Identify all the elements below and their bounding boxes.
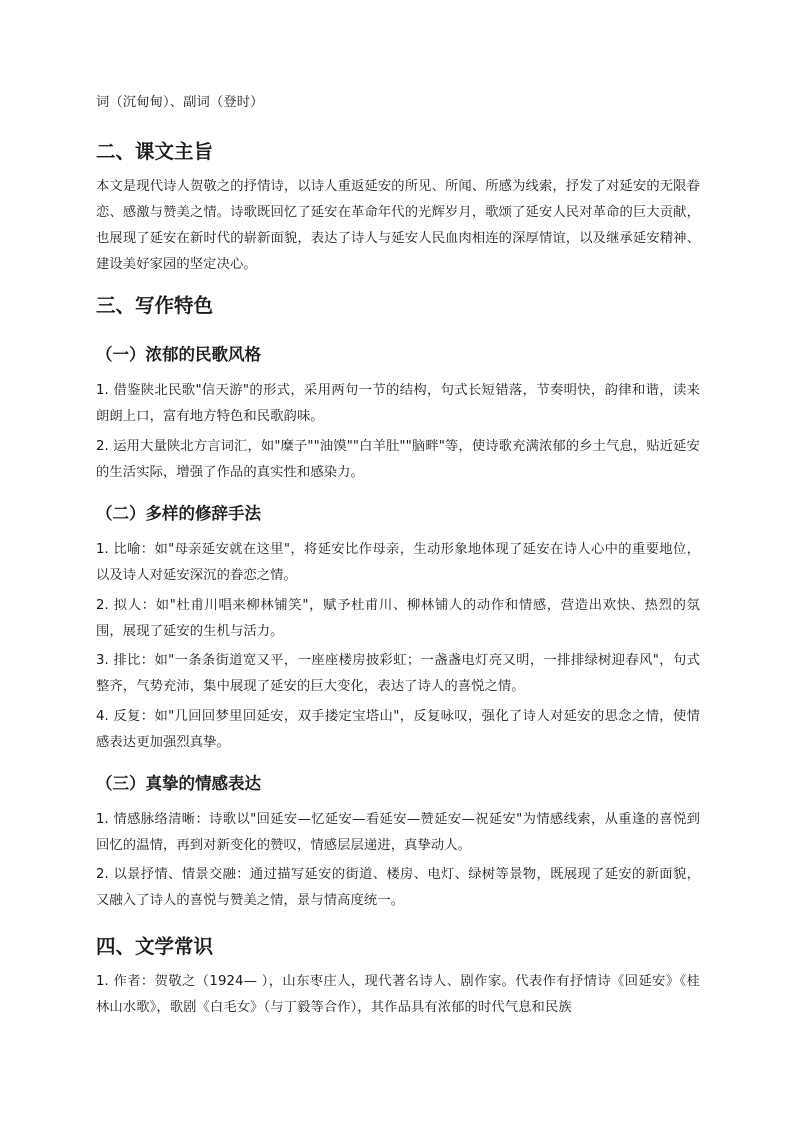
- subsection-emotion-title: （三）真挚的情感表达: [96, 774, 261, 793]
- list-item: 1. 情感脉络清晰：诗歌以"回延安—忆延安—看延安—赞延安—祝延安"为情感线索，从重逢的喜悦到回忆的温情，再到对新变化的赞叹，情感层层递进，真挚动人。: [96, 812, 700, 853]
- list-item: 4. 反复：如"几回回梦里回延安，双手搂定宝塔山"，反复咏叹，强化了诗人对延安的思念之情，使情感表达更加强烈真挚。: [96, 709, 700, 750]
- list-item: 1. 作者：贺敬之（1924— ），山东枣庄人，现代著名诗人、剧作家。代表作有抒情诗《回延安》《桂林山水歌》，歌剧《白毛女》（与丁毅等合作），其作品具有浓郁的时代气息和民族: [96, 974, 700, 1015]
- section-3-title: 三、写作特色: [96, 294, 214, 317]
- list-item: 2. 以景抒情、情景交融：通过描写延安的街道、楼房、电灯、绿树等景物，既展现了延安的新面貌，又融入了诗人的喜悦与赞美之情，景与情高度统一。: [96, 867, 700, 908]
- list-item: 3. 排比：如"一条条街道宽又平，一座座楼房披彩虹；一盏盏电灯亮又明，一排排绿树迎春风"，句式整齐，气势充沛，集中展现了延安的巨大变化，表达了诗人的喜悦之情。: [96, 653, 700, 694]
- subsection-folk-style-title: （一）浓郁的民歌风格: [96, 345, 261, 364]
- subsection-rhetoric-title: （二）多样的修辞手法: [96, 504, 261, 523]
- intro-line: 词（沉甸甸）、副词（登时）: [96, 95, 264, 110]
- section-2-body: 本文是现代诗人贺敬之的抒情诗，以诗人重返延安的所见、所闻、所感为线索，抒发了对延安的无限眷恋、感激与赞美之情。诗歌既回忆了延安在革命年代的光辉岁月，歌颂了延安人民对革命的巨大贡献，也展现了延安在新时代的崭新面貌，表达了诗人与延安人民血肉相连的深厚情谊，以及继承延安精神、建设美好家园的坚定决心。: [96, 179, 700, 272]
- list-item: 1. 借鉴陕北民歌"信天游"的形式，采用两句一节的结构，句式长短错落，节奏明快，韵律和谐，读来朗朗上口，富有地方特色和民歌韵味。: [96, 383, 700, 424]
- list-item: 1. 比喻：如"母亲延安就在这里"，将延安比作母亲，生动形象地体现了延安在诗人心中的重要地位，以及诗人对延安深沉的眷恋之情。: [96, 542, 700, 583]
- list-item: 2. 运用大量陕北方言词汇，如"糜子""油馍""白羊肚""脑畔"等，使诗歌充满浓郁的乡土气息，贴近延安的生活实际，增强了作品的真实性和感染力。: [96, 439, 700, 480]
- list-item: 2. 拟人：如"杜甫川唱来柳林铺笑"，赋予杜甫川、柳林铺人的动作和情感，营造出欢快、热烈的氛围，展现了延安的生机与活力。: [96, 598, 700, 639]
- section-2-title: 二、课文主旨: [96, 140, 214, 163]
- section-4-title: 四、文学常识: [96, 935, 214, 958]
